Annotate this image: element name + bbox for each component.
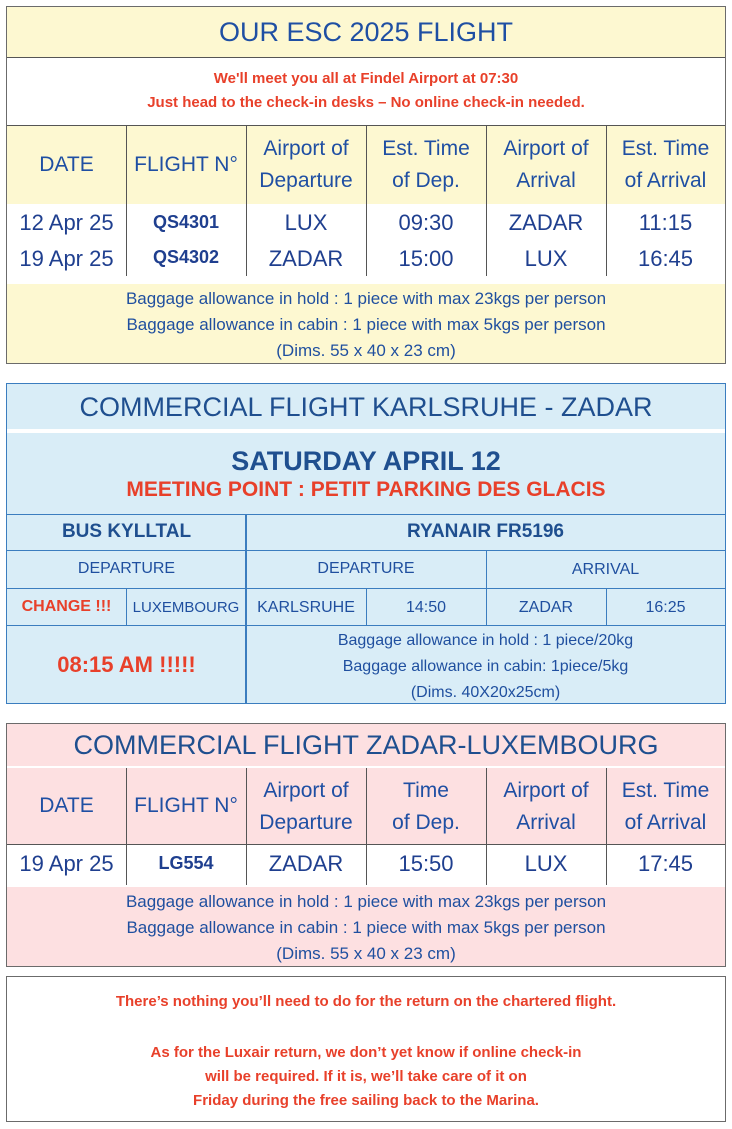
- change-warning: CHANGE !!!: [21, 598, 112, 615]
- esc-bag-dims: (Dims. 55 x 40 x 23 cm): [276, 341, 456, 360]
- karlsruhe-zadar-section: [6, 383, 726, 704]
- bus-kylltal-label: BUS KYLLTAL: [61, 521, 192, 542]
- zadar-header-flight-no: FLIGHT N°: [134, 794, 238, 817]
- zadar-header-est-time-arr-1: Est. Time: [621, 779, 710, 802]
- zadar-row-arr-airport: LUX: [524, 851, 568, 876]
- esc-row1-arr-time: 11:15: [638, 210, 693, 235]
- header-date: DATE: [39, 153, 94, 176]
- esc-row1-dep-time: 09:30: [398, 210, 454, 235]
- esc-row1-arr-airport: ZADAR: [508, 210, 584, 235]
- return-note-4: Friday during the free sailing back to the Marina.: [193, 1092, 539, 1109]
- zadar-header-airport-arr-2: Arrival: [516, 811, 576, 834]
- zadar-header-date: DATE: [39, 794, 94, 817]
- bus-departure-time: 08:15 AM !!!!!: [57, 651, 196, 677]
- header-est-time-arr-2: of Arrival: [624, 169, 707, 192]
- zadar-row-dep-airport: ZADAR: [268, 851, 344, 876]
- esc-note-2: Just head to the check-in desks – No online check-in needed.: [147, 94, 585, 111]
- esc-title: OUR ESC 2025 FLIGHT: [7, 7, 725, 57]
- zadar-header-est-time-arr-2: of Arrival: [624, 811, 707, 834]
- return-note-1: There’s nothing you’ll need to do for the return on the chartered flight.: [115, 993, 617, 1010]
- header-flight-no: FLIGHT N°: [134, 153, 238, 176]
- zadar-bag-dims: (Dims. 55 x 40 x 23 cm): [276, 944, 456, 963]
- esc-row2-flight: QS4302: [152, 246, 220, 267]
- header-est-time-dep-1: Est. Time: [382, 137, 470, 160]
- ryanair-bag-dims: (Dims. 40X20x25cm): [410, 684, 561, 701]
- zadar-row-flight: LG554: [158, 852, 214, 873]
- flight-arr-zadar: ZADAR: [518, 599, 574, 616]
- esc-row2-dep-time: 15:00: [398, 246, 454, 271]
- esc-bag-hold: Baggage allowance in hold : 1 piece with max 23kgs per person: [125, 289, 607, 308]
- flight-arrival-header: ARRIVAL: [571, 561, 640, 578]
- header-airport-departure-1: Airport of: [263, 137, 349, 160]
- header-airport-departure-2: Departure: [259, 169, 353, 192]
- flight-dep-time: 14:50: [405, 599, 447, 616]
- zadar-header-time-dep-2: of Dep.: [392, 811, 460, 834]
- zadar-row-date: 19 Apr 25: [19, 851, 114, 876]
- zadar-header-airport-arr-1: Airport of: [503, 779, 589, 802]
- header-airport-arrival-1: Airport of: [503, 137, 589, 160]
- ryanair-bag-cabin: Baggage allowance in cabin: 1piece/5kg: [342, 658, 629, 675]
- esc-flight-section: [6, 6, 726, 364]
- zadar-bag-hold: Baggage allowance in hold : 1 piece with max 23kgs per person: [125, 892, 607, 911]
- header-airport-arrival-2: Arrival: [516, 169, 576, 192]
- esc-row2-arr-airport: LUX: [524, 246, 568, 271]
- esc-bag-cabin: Baggage allowance in cabin : 1 piece with max 5kgs per person: [126, 315, 606, 334]
- zadar-row-dep-time: 15:50: [398, 851, 454, 876]
- esc-row1-date: 12 Apr 25: [19, 210, 114, 235]
- bus-departure-header: DEPARTURE: [77, 560, 176, 577]
- karlsruhe-title: COMMERCIAL FLIGHT KARLSRUHE - ZADAR: [79, 391, 653, 422]
- ryanair-bag-hold: Baggage allowance in hold : 1 piece/20kg: [337, 632, 634, 649]
- esc-row2-date: 19 Apr 25: [19, 246, 114, 271]
- zadar-header-time-dep-1: Time: [403, 779, 449, 802]
- header-est-time-dep-2: of Dep.: [392, 169, 460, 192]
- flight-departure-header: DEPARTURE: [317, 560, 415, 577]
- zadar-header-airport-dep-2: Departure: [259, 811, 353, 834]
- esc-row2-dep-airport: ZADAR: [268, 246, 344, 271]
- esc-row1-flight: QS4301: [152, 211, 220, 232]
- esc-note-1: We'll meet you all at Findel Airport at 07:30: [213, 70, 519, 87]
- esc-row1-dep-airport: LUX: [284, 210, 328, 235]
- ryanair-label: RYANAIR FR5196: [407, 521, 564, 542]
- zadar-title: COMMERCIAL FLIGHT ZADAR-LUXEMBOURG: [7, 724, 725, 766]
- karlsruhe-date: SATURDAY APRIL 12: [231, 446, 501, 476]
- return-note-2: As for the Luxair return, we don’t yet know if online check-in: [150, 1044, 582, 1061]
- meeting-point: MEETING POINT : PETIT PARKING DES GLACIS: [126, 478, 606, 501]
- return-info-box: [6, 976, 726, 1122]
- return-note-3: will be required. If it is, we’ll take care of it on: [205, 1068, 527, 1085]
- header-est-time-arr-1: Est. Time: [621, 137, 710, 160]
- zadar-bag-cabin: Baggage allowance in cabin : 1 piece with max 5kgs per person: [126, 918, 606, 937]
- esc-row2-arr-time: 16:45: [637, 246, 694, 271]
- zadar-header-airport-dep-1: Airport of: [263, 779, 349, 802]
- flight-dep-karlsruhe: KARLSRUHE: [257, 599, 355, 616]
- bus-luxembourg: LUXEMBOURG: [132, 598, 240, 616]
- zadar-luxembourg-section: [6, 723, 726, 967]
- flight-arr-time: 16:25: [645, 599, 686, 616]
- zadar-row-arr-time: 17:45: [637, 851, 694, 876]
